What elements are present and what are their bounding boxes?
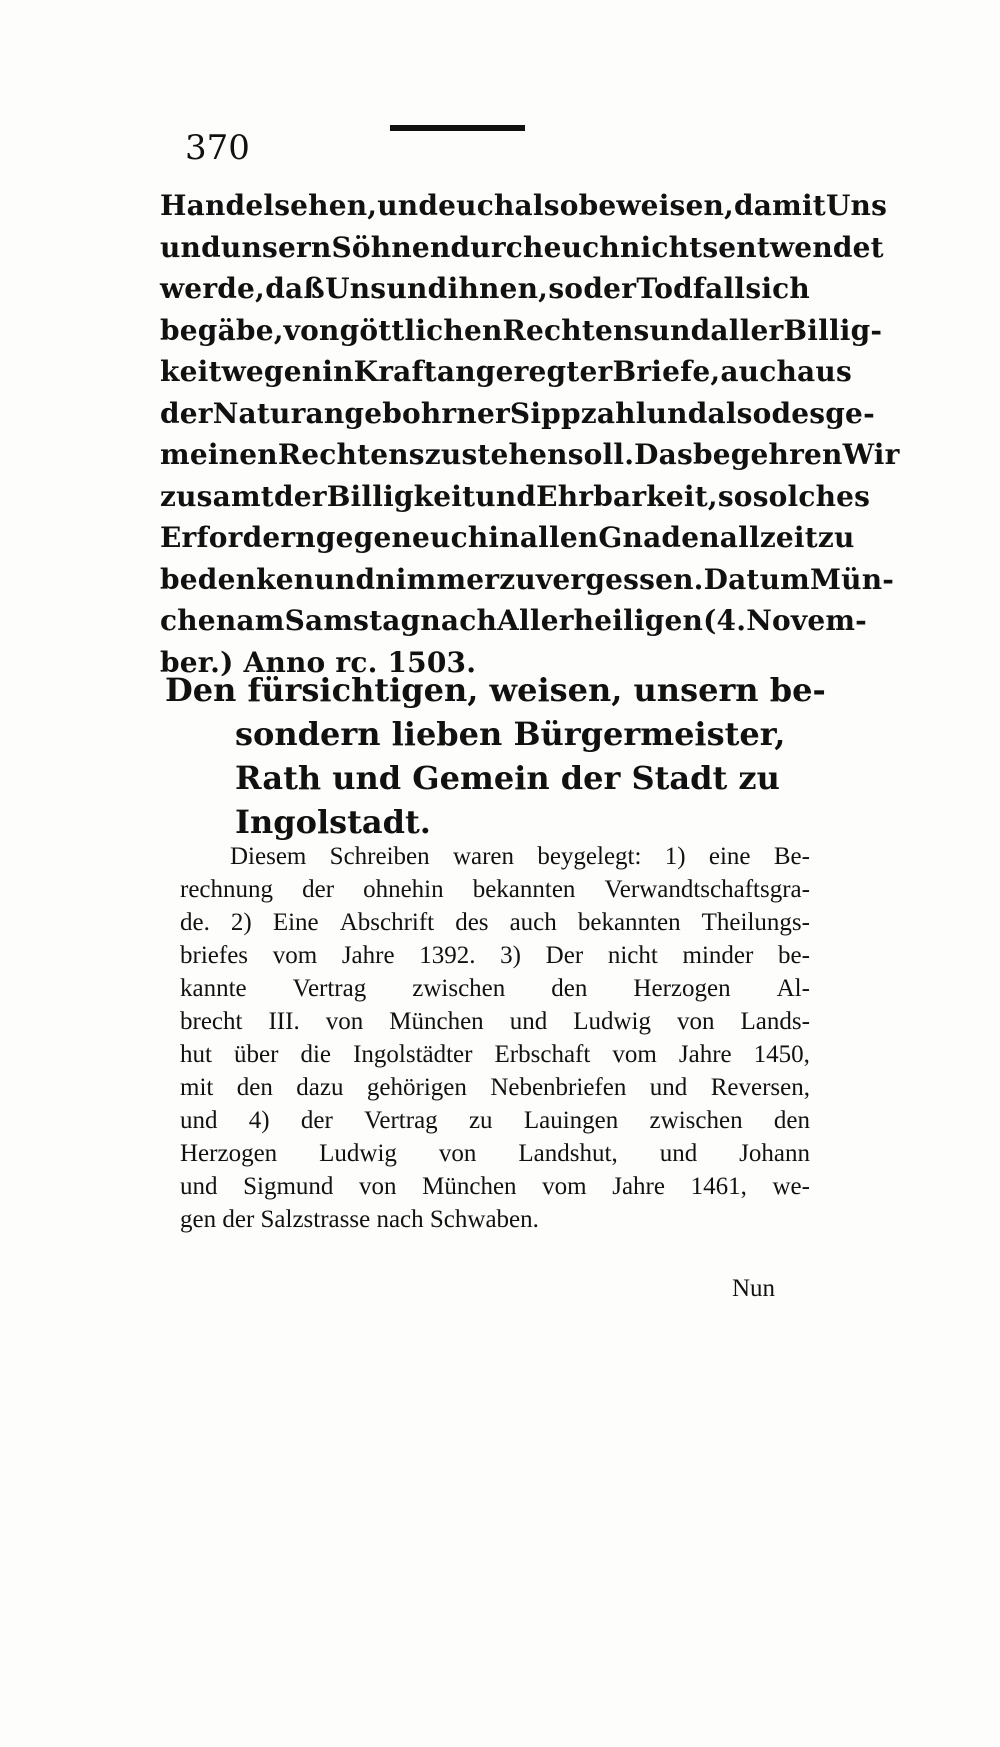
word: über bbox=[234, 1041, 279, 1068]
word: bekannten bbox=[472, 876, 576, 903]
letter-line bbox=[160, 351, 852, 393]
word: so bbox=[717, 479, 753, 513]
word: Schreiben bbox=[329, 843, 430, 870]
word: der bbox=[583, 272, 637, 305]
word: in bbox=[488, 521, 520, 554]
word: briefes bbox=[180, 942, 249, 969]
note-line bbox=[180, 1137, 810, 1170]
header-rule bbox=[390, 125, 525, 131]
word: Johann bbox=[739, 1140, 810, 1167]
word: bedenken bbox=[160, 562, 315, 596]
word: sehen, bbox=[274, 189, 378, 222]
word: Natur bbox=[212, 396, 306, 430]
word: den bbox=[773, 1107, 810, 1134]
word: und bbox=[475, 479, 537, 513]
word: begehren bbox=[692, 438, 843, 471]
letter-line bbox=[160, 393, 875, 435]
word: Datum bbox=[703, 562, 810, 596]
word: von bbox=[325, 1008, 364, 1035]
word: ihnen, bbox=[447, 272, 549, 305]
note-line bbox=[180, 873, 810, 906]
word: euch bbox=[412, 521, 489, 554]
word: 4) bbox=[248, 1107, 270, 1134]
word: Billigkeit bbox=[326, 479, 476, 513]
word: soll. bbox=[567, 438, 635, 471]
word: Be- bbox=[773, 843, 810, 870]
word: Landshut, bbox=[518, 1140, 618, 1167]
word: mit bbox=[180, 1074, 214, 1101]
word: Todfall bbox=[636, 272, 746, 305]
word: III. bbox=[268, 1008, 300, 1035]
word: Diesem bbox=[230, 843, 307, 870]
word: Der bbox=[545, 942, 584, 969]
word: von bbox=[677, 1008, 715, 1035]
word: rechnung bbox=[180, 876, 274, 903]
word: und bbox=[509, 1008, 548, 1035]
word: Gnaden bbox=[598, 521, 720, 554]
word: zustehen bbox=[424, 438, 568, 471]
word: also bbox=[514, 189, 579, 222]
word: zu bbox=[499, 562, 536, 596]
letter-line bbox=[160, 517, 855, 559]
note-line bbox=[180, 972, 810, 1005]
word: entwendet bbox=[718, 230, 884, 264]
letter-line: ber.) Anno rc. 1503. bbox=[160, 645, 477, 679]
note-line bbox=[180, 1170, 810, 1203]
word: in bbox=[322, 355, 354, 388]
word: ohnehin bbox=[363, 876, 444, 903]
word: unsern bbox=[220, 230, 332, 264]
word: euch bbox=[438, 189, 515, 222]
word: zwischen bbox=[412, 975, 506, 1002]
word: und bbox=[659, 1140, 698, 1167]
word: minder bbox=[682, 942, 754, 969]
word: Ludwig bbox=[573, 1008, 651, 1035]
note-line: gen der Salzstrasse nach Schwaben. bbox=[180, 1206, 539, 1233]
word: auch bbox=[509, 909, 557, 936]
word: 2) bbox=[230, 909, 252, 936]
word: den bbox=[551, 975, 588, 1002]
word: Billig- bbox=[783, 313, 883, 347]
word: dazu bbox=[296, 1074, 344, 1101]
word: nichts bbox=[619, 230, 719, 264]
word: zu bbox=[468, 1107, 493, 1134]
word: 3) bbox=[500, 942, 521, 969]
word: Sippzahl bbox=[509, 396, 647, 430]
note-line bbox=[180, 1038, 810, 1071]
word: Eine bbox=[272, 909, 319, 936]
word: die bbox=[300, 1041, 332, 1068]
word: wegen bbox=[221, 355, 323, 388]
word: Jahre bbox=[612, 1173, 665, 1200]
word: zusamt bbox=[160, 479, 274, 513]
word: werde, bbox=[160, 272, 266, 305]
word: angeregter bbox=[436, 355, 613, 388]
word: den bbox=[236, 1074, 273, 1101]
word: Rechtens bbox=[502, 313, 650, 347]
word: und bbox=[180, 1107, 218, 1134]
word: Ehrbarkeit, bbox=[536, 479, 718, 513]
word: 1461, bbox=[690, 1173, 747, 1200]
word: des bbox=[455, 909, 489, 936]
word: zu bbox=[817, 521, 855, 554]
word: vom bbox=[542, 1173, 587, 1200]
letter-line bbox=[160, 310, 883, 352]
word: sich bbox=[745, 272, 810, 305]
enclosure-note bbox=[180, 840, 810, 1236]
word: Rechtens bbox=[277, 438, 425, 471]
address-line: Den fürsichtigen, weisen, unsern be- bbox=[165, 671, 826, 709]
word: der bbox=[302, 876, 335, 903]
word: allen bbox=[519, 521, 599, 554]
word: der bbox=[273, 479, 327, 513]
letter-line bbox=[160, 476, 871, 518]
word: Kraft bbox=[353, 355, 437, 388]
word: hut bbox=[180, 1041, 212, 1068]
word: Vertrag bbox=[292, 975, 367, 1002]
word: nicht bbox=[607, 942, 658, 969]
word: und bbox=[180, 1173, 218, 1200]
word: zwischen bbox=[649, 1107, 743, 1134]
word: beweisen, bbox=[578, 189, 735, 222]
word: we- bbox=[772, 1173, 810, 1200]
word: am bbox=[236, 604, 285, 637]
word: vom bbox=[272, 942, 318, 969]
word: vom bbox=[612, 1041, 657, 1068]
word: bekannten bbox=[577, 909, 681, 936]
word: so bbox=[548, 272, 584, 305]
letter-line bbox=[160, 559, 895, 601]
word: Erfordern bbox=[160, 521, 316, 554]
page-number: 370 bbox=[185, 128, 250, 168]
word: gehörigen bbox=[366, 1074, 467, 1101]
word: München bbox=[422, 1173, 517, 1200]
word: (4. bbox=[703, 604, 747, 637]
address-line: sondern lieben Bürgermeister, bbox=[235, 715, 786, 753]
word: vergessen. bbox=[535, 562, 704, 596]
letter-line bbox=[160, 268, 810, 310]
word: gegen bbox=[315, 521, 413, 554]
word: aus bbox=[797, 355, 852, 388]
word: Ludwig bbox=[319, 1140, 397, 1167]
word: und bbox=[386, 272, 448, 305]
word: und bbox=[314, 562, 376, 596]
word: Uns bbox=[825, 189, 888, 222]
word: be- bbox=[778, 942, 810, 969]
letter-line bbox=[160, 600, 867, 642]
word: und bbox=[649, 1074, 688, 1101]
word: Verwandtschaftsgra- bbox=[604, 876, 810, 903]
word: und bbox=[646, 396, 708, 430]
word: angebohrner bbox=[305, 396, 510, 430]
word: Söhnen bbox=[331, 230, 451, 264]
word: Briefe, bbox=[612, 355, 721, 388]
word: Jahre bbox=[678, 1041, 732, 1068]
word: damit bbox=[734, 189, 826, 222]
word: und bbox=[377, 189, 439, 222]
catchword: Nun bbox=[732, 1275, 776, 1302]
word: Handel bbox=[160, 189, 275, 222]
word: Erbschaft bbox=[494, 1041, 591, 1068]
word: von bbox=[438, 1140, 477, 1167]
word: chen bbox=[160, 604, 237, 637]
word: Uns bbox=[325, 272, 387, 305]
word: von bbox=[283, 313, 340, 347]
word: nach bbox=[420, 604, 498, 637]
word: des bbox=[771, 396, 826, 430]
word: Reversen, bbox=[710, 1074, 810, 1101]
letter-line bbox=[160, 434, 900, 476]
word: keit bbox=[160, 355, 222, 388]
word: Das bbox=[634, 438, 693, 471]
address-line: Rath und Gemein der Stadt zu bbox=[235, 759, 780, 797]
note-line bbox=[180, 1071, 810, 1104]
word: euch bbox=[543, 230, 620, 264]
word: Allerheiligen bbox=[497, 604, 704, 637]
word: ge- bbox=[825, 396, 875, 430]
word: von bbox=[359, 1173, 397, 1200]
word: brecht bbox=[180, 1008, 243, 1035]
word: Wir bbox=[842, 438, 900, 471]
note-line bbox=[180, 939, 810, 972]
word: Herzogen bbox=[633, 975, 731, 1002]
word: auch bbox=[720, 355, 798, 388]
word: solches bbox=[752, 479, 871, 513]
word: durch bbox=[450, 230, 544, 264]
address-line: Ingolstadt. bbox=[235, 803, 431, 841]
word: Al- bbox=[776, 975, 810, 1002]
word: eine bbox=[708, 843, 751, 870]
word: Jahre bbox=[341, 942, 395, 969]
word: 1392. bbox=[419, 942, 476, 969]
letter-line bbox=[160, 227, 884, 269]
word: Mün- bbox=[809, 562, 895, 596]
note-line bbox=[180, 1104, 810, 1137]
word: aller bbox=[710, 313, 784, 347]
word: und bbox=[649, 313, 711, 347]
note-line bbox=[180, 1005, 810, 1038]
word: Samstag bbox=[284, 604, 421, 637]
word: 1) bbox=[664, 843, 686, 870]
word: Lands- bbox=[740, 1008, 810, 1035]
word: meinen bbox=[160, 438, 278, 471]
word: München bbox=[389, 1008, 484, 1035]
word: und bbox=[160, 230, 221, 264]
word: de. bbox=[180, 909, 210, 936]
word: waren bbox=[452, 843, 515, 870]
word: daß bbox=[265, 272, 325, 305]
word: Novem- bbox=[746, 604, 867, 637]
word: göttlichen bbox=[339, 313, 503, 347]
letter-address bbox=[165, 668, 826, 844]
word: der bbox=[300, 1107, 333, 1134]
word: Lauingen bbox=[523, 1107, 619, 1134]
word: begäbe, bbox=[160, 313, 284, 347]
word: Ingolstädter bbox=[353, 1041, 473, 1068]
letter-line bbox=[160, 185, 888, 227]
letter-body bbox=[160, 185, 900, 683]
word: also bbox=[707, 396, 772, 430]
word: beygelegt: bbox=[537, 843, 642, 870]
word: Abschrift bbox=[339, 909, 435, 936]
word: 1450, bbox=[753, 1041, 810, 1068]
word: Nebenbriefen bbox=[490, 1074, 627, 1101]
word: nimmer bbox=[375, 562, 500, 596]
word: Theilungs- bbox=[701, 909, 810, 936]
note-line bbox=[180, 906, 810, 939]
word: der bbox=[160, 396, 213, 430]
word: allzeit bbox=[719, 521, 818, 554]
word: Sigmund bbox=[243, 1173, 334, 1200]
word: kannte bbox=[180, 975, 247, 1002]
note-line bbox=[180, 840, 810, 873]
word: Vertrag bbox=[364, 1107, 438, 1134]
word: Herzogen bbox=[180, 1140, 278, 1167]
